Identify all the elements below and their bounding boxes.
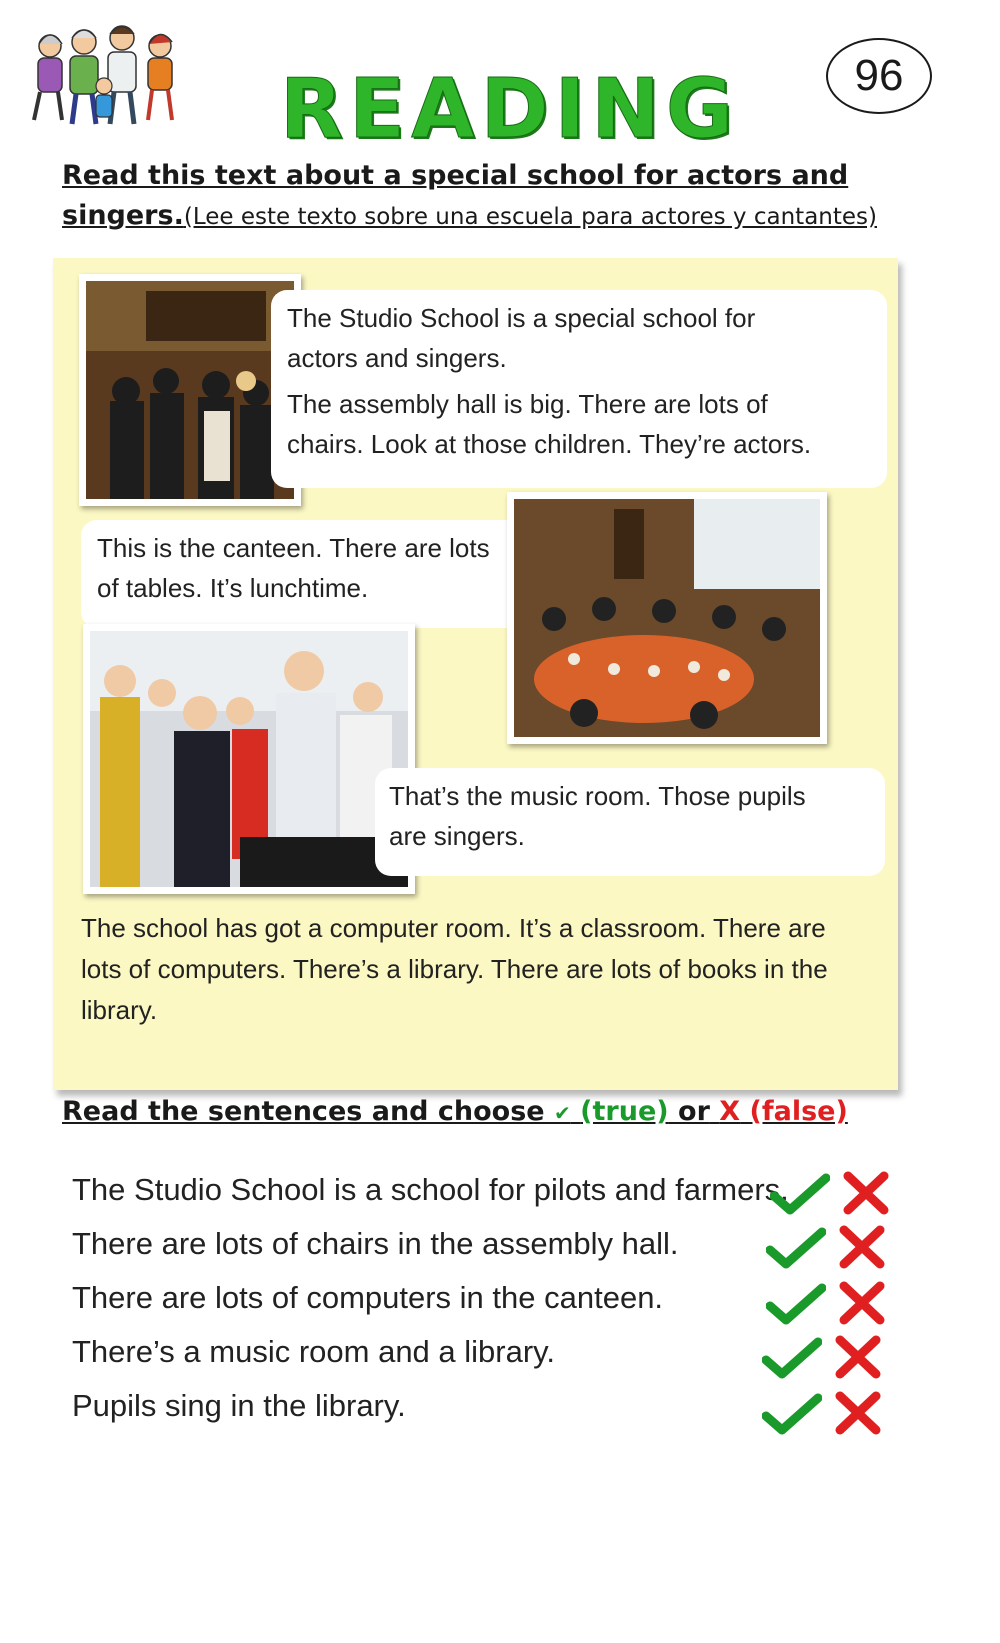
assembly-hall-photo (79, 274, 301, 506)
instruction-translation: (Lee este texto sobre una escuela para actores y cantantes) (183, 204, 877, 230)
speech-bubble-assembly (271, 290, 887, 488)
cross-icon[interactable] (842, 1170, 890, 1216)
instruction-line-1: Read this text about a special school for actors and (62, 160, 849, 191)
reading-paragraph-4: The school has got a computer room. It’s a classroom. There are lots of computers. There’s a library. There are lots of books in the library. (81, 913, 828, 1025)
check-icon[interactable] (766, 1282, 826, 1326)
canteen-photo (507, 492, 827, 744)
check-icon[interactable] (770, 1172, 830, 1216)
tf-sentence-4: There’s a music room and a library. (72, 1334, 555, 1369)
instruction-bold-word: singers. (62, 200, 184, 231)
page-title: READING (280, 62, 740, 157)
cross-icon[interactable] (838, 1224, 886, 1270)
check-icon[interactable] (766, 1226, 826, 1270)
music-room-photo (83, 624, 415, 894)
true-check-symbol: ✔ (554, 1101, 571, 1125)
page-number: 96 (854, 51, 904, 100)
or-word: or (678, 1096, 710, 1127)
reading-paragraph-1a: The Studio School is a special school for actors and singers. (287, 303, 756, 373)
instruction-line-2 (62, 200, 877, 231)
false-x-symbol: X (719, 1096, 741, 1127)
check-icon[interactable] (762, 1392, 822, 1436)
tf-sentence-3: There are lots of computers in the canteen. (72, 1280, 664, 1315)
tf-sentence-5: Pupils sing in the library. (72, 1388, 406, 1423)
cross-icon[interactable] (834, 1334, 882, 1380)
reading-paragraph-3: That’s the music room. Those pupils are singers. (389, 781, 806, 851)
family-illustration (22, 16, 182, 136)
instruction-true-false (62, 1096, 848, 1127)
cross-icon[interactable] (838, 1280, 886, 1326)
reading-panel (53, 258, 898, 1090)
tf-sentence-2: There are lots of chairs in the assembly hall. (72, 1226, 679, 1261)
cross-icon[interactable] (834, 1390, 882, 1436)
speech-bubble-music (375, 768, 885, 876)
check-icon[interactable] (762, 1336, 822, 1380)
tf-sentence-1: The Studio School is a school for pilots and farmers. (72, 1172, 789, 1207)
speech-bubble-canteen (81, 520, 555, 628)
instruction-prefix: Read the sentences and choose (62, 1096, 554, 1127)
false-label: (false) (749, 1096, 848, 1127)
reading-paragraph-1b: The assembly hall is big. There are lots of chairs. Look at those children. They’re actors. (287, 389, 812, 459)
true-label: (true) (580, 1096, 669, 1127)
page-number-badge (826, 38, 932, 114)
reading-paragraph-2: This is the canteen. There are lots of tables. It’s lunchtime. (97, 533, 490, 603)
